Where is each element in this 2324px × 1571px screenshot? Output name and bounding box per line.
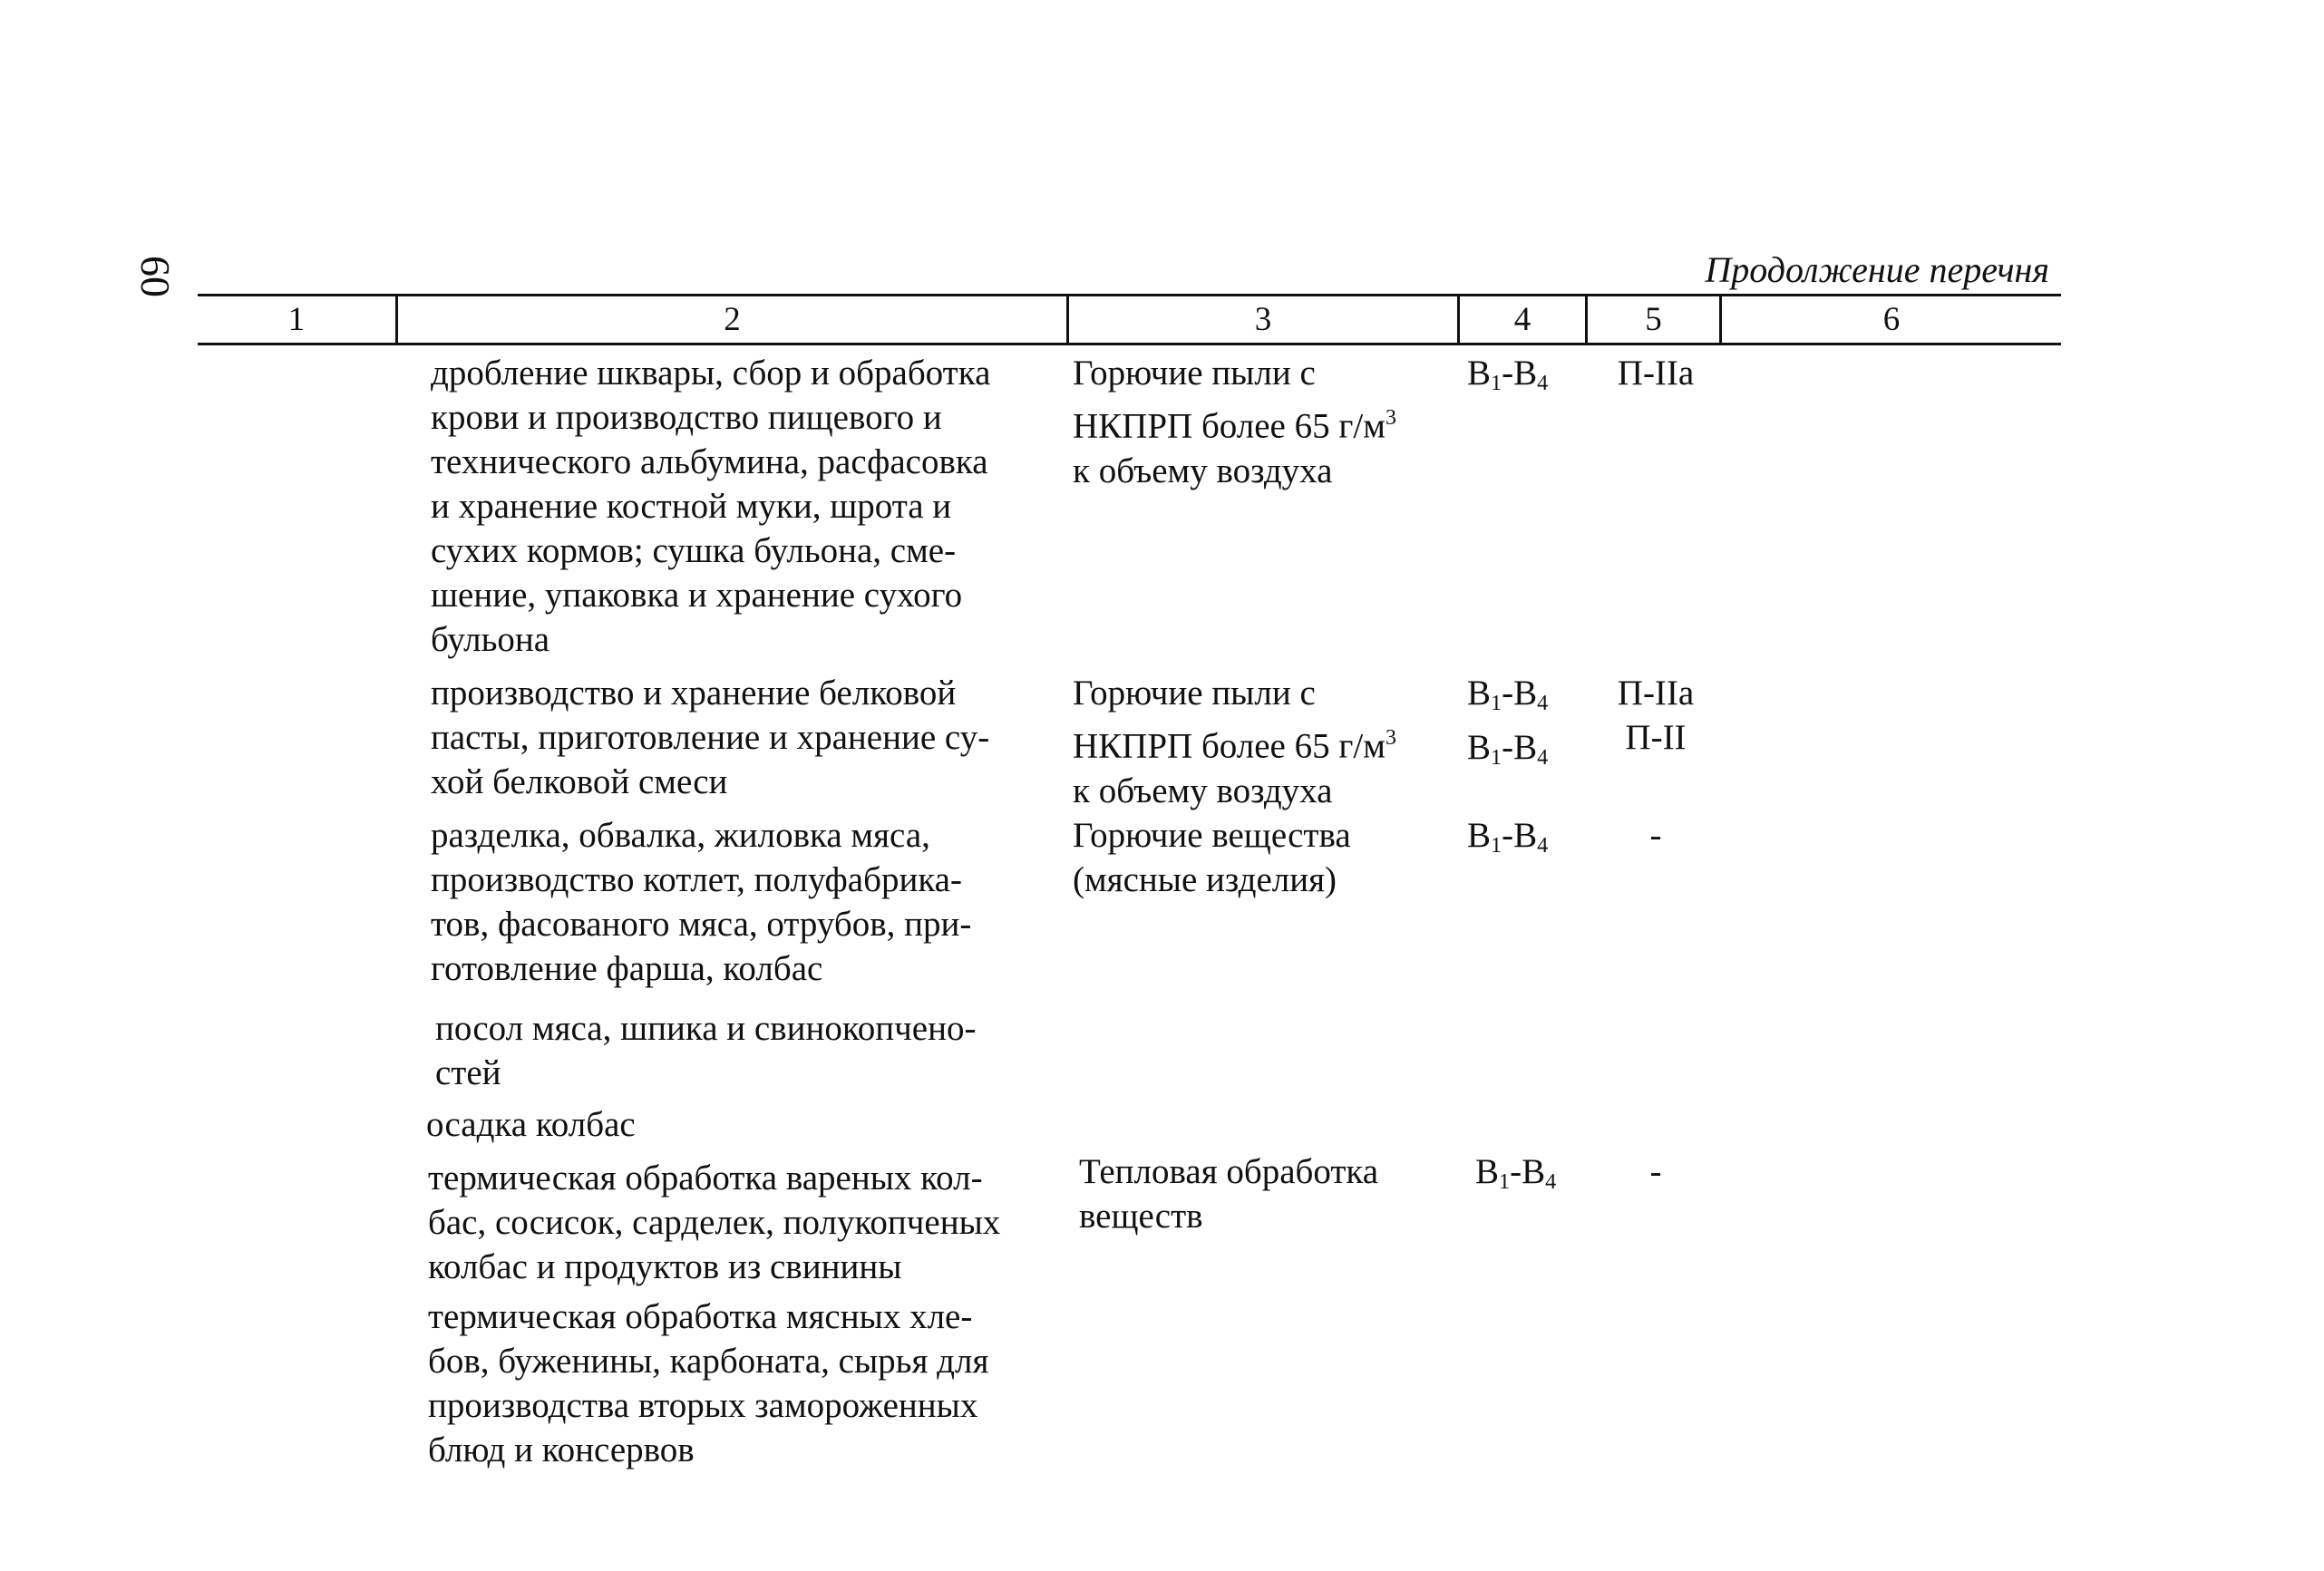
zone-class: П-IIа П-II — [1617, 674, 1695, 757]
page-number: 60 — [132, 256, 179, 297]
category-class: $В_1-В_4$ $В_1-В_4$ — [1467, 674, 1549, 771]
column-header-5: 5 — [1645, 301, 1662, 338]
process-description: термическая обработка вареных кол- бас, сосисок, сарделек, полукопченых колбас и продуктов из свинины — [428, 1159, 1001, 1286]
category-class: $В_1-В_4$ — [1475, 1152, 1557, 1195]
column-header-1: 1 — [287, 301, 306, 338]
process-description: дробление шквары, сбор и обработка крови и производство пищевого и технического альбумина, расфасовка и хранение костной муки, шрота и сухих кормов; сушка бульона, сме- шение, упаковка и хранение сухого бульона — [431, 354, 991, 659]
category-class: $В_1-В_4$ — [1467, 354, 1549, 396]
continuation-label: Продолжение перечня — [1705, 249, 2049, 290]
process-description: разделка, обвалка, жиловка мяса, производство котлет, полуфабрика- тов, фасованого мяса, отрубов, при- готовление фарша, колбас — [431, 816, 972, 988]
process-description: термическая обработка мясных хле- бов, буженины, карбоната, сырья для производства вторых замороженных блюд и консервов — [428, 1297, 989, 1469]
zone-class: - — [1649, 1152, 1662, 1191]
zone-class: - — [1649, 816, 1662, 855]
process-description: осадка колбас — [426, 1105, 636, 1144]
column-header-2: 2 — [724, 301, 741, 338]
hazard-substance: Горючие пыли с НКПРП более 65 $г/м^3$ к объему воздуха — [1073, 674, 1396, 810]
zone-class: П-IIа — [1617, 354, 1695, 393]
table-header-rule — [198, 343, 2061, 345]
process-description: производство и хранение белковой пасты, приготовление и хранение су- хой белковой смеси — [431, 674, 990, 801]
hazard-substance: Горючие пыли с НКПРП более 65 $г/м^3$ к объему воздуха — [1073, 354, 1396, 490]
category-class: $В_1-В_4$ — [1467, 816, 1549, 858]
column-header-3: 3 — [1254, 301, 1272, 338]
hazard-substance: Горючие вещества (мясные изделия) — [1073, 816, 1351, 899]
column-header-6: 6 — [1882, 301, 1901, 338]
table-top-rule — [198, 294, 2061, 296]
process-description: посол мяса, шпика и свинокопчено- стей — [435, 1009, 977, 1092]
column-header-4: 4 — [1513, 301, 1532, 338]
hazard-substance: Тепловая обработка веществ — [1079, 1152, 1379, 1236]
